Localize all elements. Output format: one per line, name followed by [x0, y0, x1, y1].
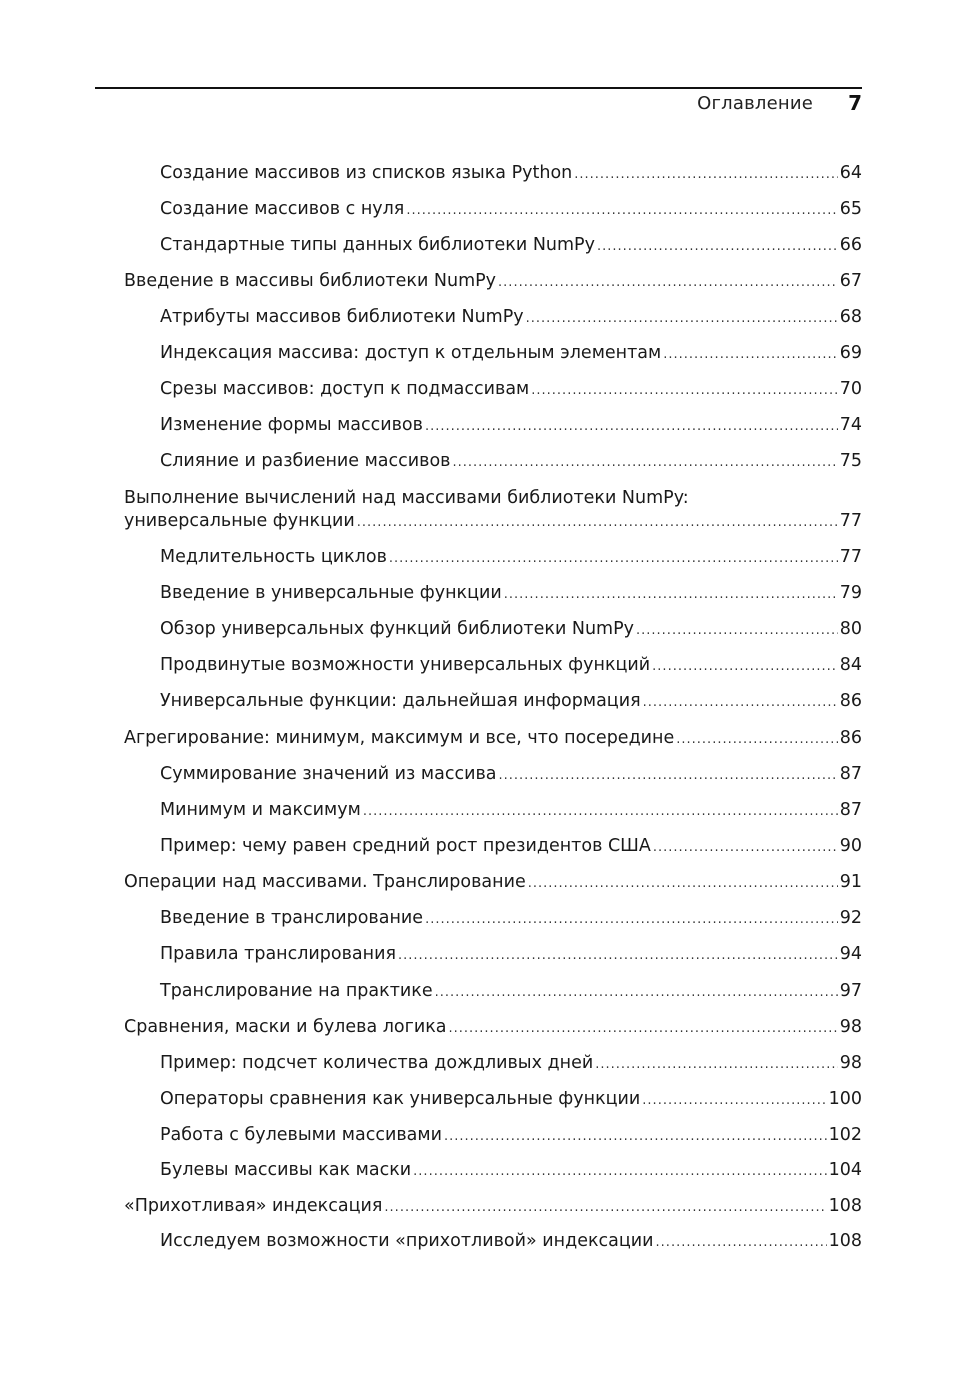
toc-entry — [160, 582, 862, 606]
toc-entry-page: 100 — [828, 1089, 862, 1109]
toc-entry-title: Введение в массивы библиотеки NumPy — [124, 271, 497, 291]
toc-leader-dots — [528, 873, 838, 895]
toc-entry-title: Продвинутые возможности универсальных функций — [160, 655, 651, 675]
toc-entry-page: 75 — [839, 451, 862, 471]
toc-entry — [160, 234, 862, 258]
toc-leader-dots — [643, 692, 838, 714]
toc-entry-page: 108 — [828, 1196, 862, 1216]
toc-entry — [160, 799, 862, 823]
toc-section-entry — [124, 727, 862, 751]
toc-entry-title: Слияние и разбиение массивов — [160, 451, 451, 471]
toc-entry-page: 87 — [839, 764, 862, 784]
toc-entry-page: 84 — [839, 655, 862, 675]
toc-entry — [160, 943, 862, 967]
toc-entry-title: Булевы массивы как маски — [160, 1160, 412, 1180]
toc-leader-dots — [384, 1197, 826, 1219]
toc-entry-title: Атрибуты массивов библиотеки NumPy — [160, 307, 524, 327]
toc-entry-title: Срезы массивов: доступ к подмассивам — [160, 379, 530, 399]
toc-leader-dots — [526, 308, 838, 330]
toc-entry-page: 68 — [839, 307, 862, 327]
toc-entry-title: Универсальные функции: дальнейшая информация — [160, 691, 641, 711]
toc-entry-page: 108 — [828, 1231, 862, 1251]
toc-entry-title: Суммирование значений из массива — [160, 764, 497, 784]
toc-entry-title: «Прихотливая» индексация — [124, 1196, 383, 1216]
toc-entry — [160, 1159, 862, 1183]
toc-entry — [160, 306, 862, 330]
toc-leader-dots — [363, 801, 838, 823]
toc-entry-title: Создание массивов с нуля — [160, 199, 405, 219]
toc-entry-title: Агрегирование: минимум, максимум и все, что посередине — [124, 728, 675, 748]
toc-section-entry — [124, 871, 862, 895]
toc-entry — [160, 1230, 862, 1254]
toc-entry-title: Медлительность циклов — [160, 547, 387, 567]
toc-leader-dots — [425, 416, 838, 438]
toc-entry-page: 102 — [828, 1125, 862, 1145]
toc-entry-page: 86 — [839, 691, 862, 711]
toc-entry-page: 80 — [839, 619, 862, 639]
toc-entry-page: 97 — [839, 981, 862, 1001]
toc-entry-page: 77 — [839, 547, 862, 567]
toc-leader-dots — [642, 1090, 826, 1112]
toc-entry-page: 66 — [839, 235, 862, 255]
toc-entry-page: 87 — [839, 800, 862, 820]
toc-entry-title: Минимум и максимум — [160, 800, 361, 820]
toc-leader-dots — [449, 1018, 838, 1040]
toc-entry — [160, 342, 862, 366]
toc-entry-title: Операторы сравнения как универсальные функции — [160, 1089, 641, 1109]
toc-section-entry — [124, 270, 862, 294]
toc-leader-dots — [652, 656, 838, 678]
toc-entry-page: 91 — [839, 872, 862, 892]
toc-section-entry — [124, 487, 862, 534]
toc-entry — [160, 1052, 862, 1076]
toc-entry-title-line1: Выполнение вычислений над массивами библиотеки NumPy: — [124, 488, 689, 508]
toc-section-entry — [124, 1195, 862, 1219]
toc-entry-title: Изменение формы массивов — [160, 415, 423, 435]
toc-entry — [160, 690, 862, 714]
toc-entry-page: 86 — [839, 728, 862, 748]
toc-leader-dots — [656, 1232, 827, 1254]
toc-entry-title: Индексация массива: доступ к отдельным элементам — [160, 343, 662, 363]
toc-leader-dots — [444, 1126, 827, 1148]
toc-entry-page: 65 — [839, 199, 862, 219]
toc-entry-title: Стандартные типы данных библиотеки NumPy — [160, 235, 595, 255]
toc-entry-title: Правила транслирования — [160, 944, 396, 964]
toc-entry — [160, 450, 862, 474]
toc-entry-page: 70 — [839, 379, 862, 399]
toc-entry-page: 67 — [839, 271, 862, 291]
toc-entry-page: 74 — [839, 415, 862, 435]
toc-entry — [160, 980, 862, 1004]
toc-entry-title: Пример: подсчет количества дождливых дней — [160, 1053, 594, 1073]
toc-entry-page: 98 — [839, 1053, 862, 1073]
toc-entry-page: 64 — [839, 163, 862, 183]
toc-leader-dots — [531, 380, 837, 402]
toc-entry-page: 94 — [839, 944, 862, 964]
toc-entry-title: Обзор универсальных функций библиотеки NumPy — [160, 619, 635, 639]
toc-entry — [160, 763, 862, 787]
toc-entry — [160, 162, 862, 186]
toc-entry — [160, 835, 862, 859]
toc-leader-dots — [389, 548, 838, 570]
toc-leader-dots — [597, 236, 838, 258]
toc-leader-dots — [653, 837, 838, 859]
toc-leader-dots — [574, 164, 837, 186]
toc-entry — [160, 414, 862, 438]
toc-entry — [160, 618, 862, 642]
toc-entry-page: 69 — [839, 343, 862, 363]
toc-leader-dots — [499, 765, 838, 787]
toc-entry — [160, 378, 862, 402]
toc-entry — [160, 654, 862, 678]
toc-leader-dots — [504, 584, 838, 606]
toc-leader-dots — [413, 1161, 826, 1183]
toc-entry-page: 90 — [839, 836, 862, 856]
toc-leader-dots — [498, 272, 838, 294]
toc-entry-title: Транслирование на практике — [160, 981, 433, 1001]
toc-entry-title: Работа с булевыми массивами — [160, 1125, 442, 1145]
toc-entry-page: 98 — [839, 1017, 862, 1037]
toc-entry-page: 104 — [828, 1160, 862, 1180]
toc-leader-dots — [595, 1054, 837, 1076]
toc-entry — [160, 198, 862, 222]
toc-entry-title: Введение в универсальные функции — [160, 583, 502, 603]
toc-entry-title: Операции над массивами. Транслирование — [124, 872, 526, 892]
toc-entry — [160, 1088, 862, 1112]
toc-entry — [160, 1124, 862, 1148]
toc-leader-dots — [636, 620, 838, 642]
toc-entry — [160, 907, 862, 931]
toc-leader-dots — [425, 909, 838, 931]
toc-entry-title: универсальные функции — [124, 511, 355, 531]
toc-entry-page: 77 — [839, 511, 862, 531]
toc-entry-title: Создание массивов из списков языка Python — [160, 163, 573, 183]
toc-entry-title: Введение в транслирование — [160, 908, 424, 928]
running-header-title: Оглавление — [697, 93, 813, 114]
toc-entry-title: Исследуем возможности «прихотливой» индексации — [160, 1231, 654, 1251]
toc-leader-dots — [398, 945, 838, 967]
toc-leader-dots — [676, 729, 837, 751]
toc-leader-dots — [452, 452, 837, 474]
toc-leader-dots — [357, 512, 838, 534]
page-number: 7 — [848, 91, 862, 115]
toc-leader-dots — [406, 200, 837, 222]
toc-entry-page: 79 — [839, 583, 862, 603]
toc-leader-dots — [663, 344, 837, 366]
toc-entry — [160, 546, 862, 570]
toc-entry-title: Сравнения, маски и булева логика — [124, 1017, 447, 1037]
toc-section-entry — [124, 1016, 862, 1040]
toc-leader-dots — [435, 982, 838, 1004]
toc-entry-title: Пример: чему равен средний рост президентов США — [160, 836, 651, 856]
toc-entry-page: 92 — [839, 908, 862, 928]
